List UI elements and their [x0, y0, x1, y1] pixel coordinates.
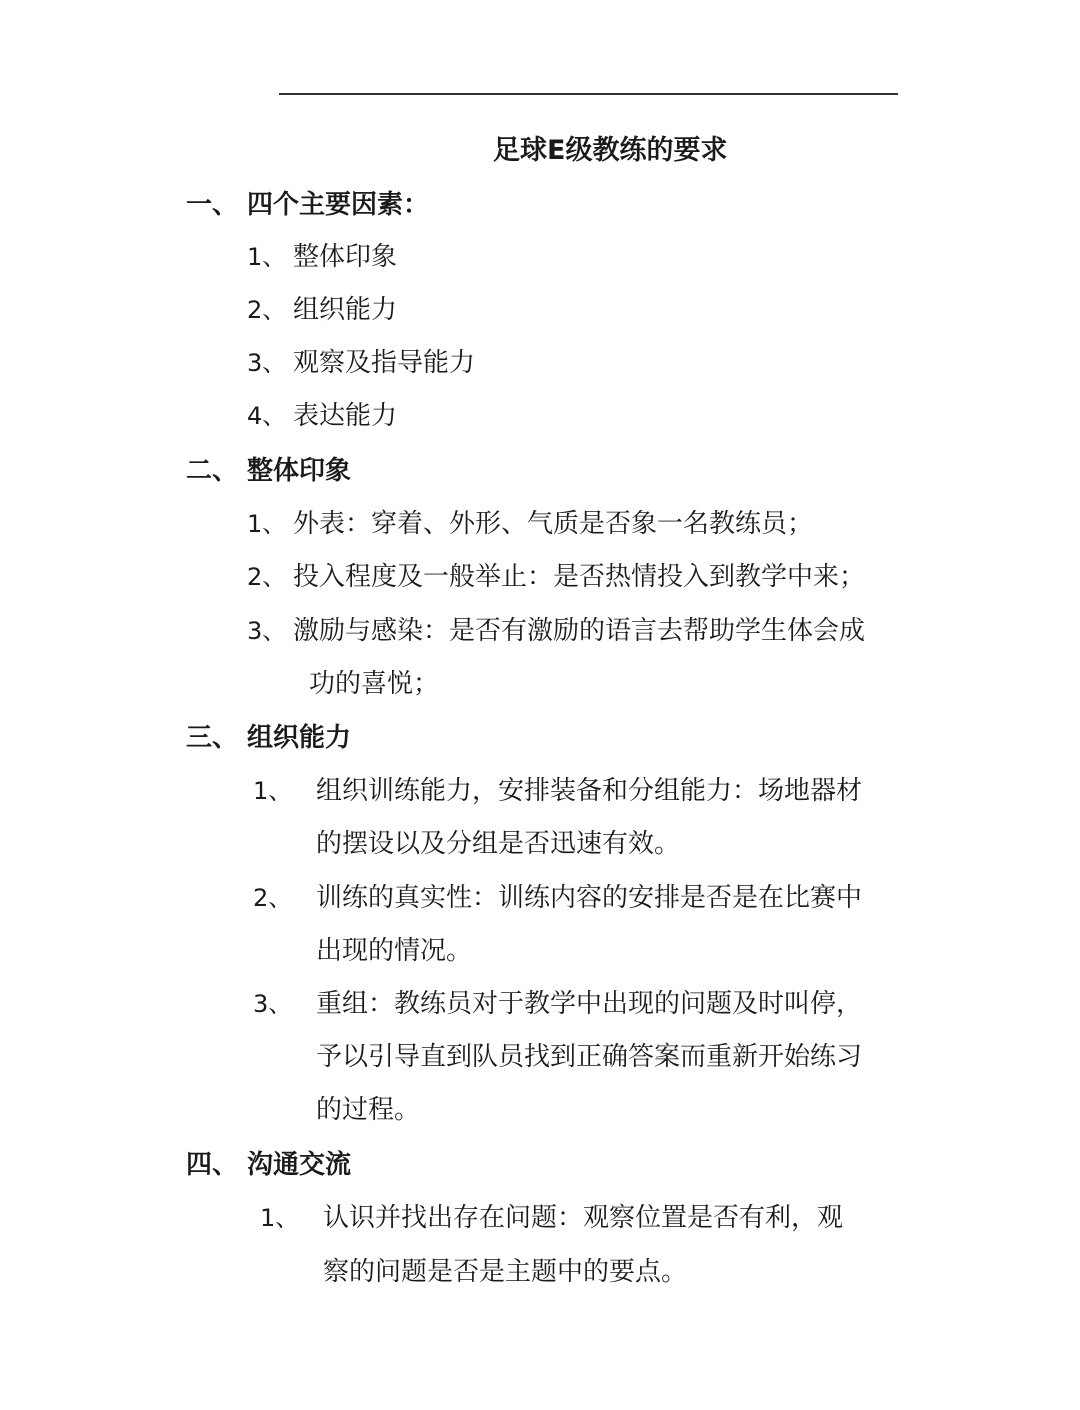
section-title: 沟通交流: [247, 1150, 352, 1180]
list-item-text: 组织训练能力，安排装备和分组能力：场地器材: [316, 776, 863, 806]
section-title: 组织能力: [247, 723, 352, 753]
list-item-text: 认识并找出存在问题：观察位置是否有利，观: [323, 1203, 844, 1233]
list-item-text: 激励与感染：是否有激励的语言去帮助学生体会成: [293, 616, 866, 646]
list-item-marker: 1、: [247, 510, 287, 538]
list-item-text: 重组：教练员对于教学中出现的问题及时叫停，: [316, 989, 863, 1019]
list-item-text: 外表：穿着、外形、气质是否象一名教练员；: [293, 509, 814, 539]
list-item-marker: 1、: [260, 1204, 300, 1232]
section-number: 三、: [186, 723, 239, 753]
list-item-marker: 1、: [247, 243, 287, 271]
header-rule: [279, 93, 898, 95]
list-item-text: 观察及指导能力: [293, 348, 476, 378]
list-item-marker: 2、: [247, 296, 287, 324]
section-number: 二、: [186, 456, 239, 486]
list-item-marker: 3、: [253, 990, 293, 1018]
document-title: 足球E级教练的要求: [493, 135, 728, 166]
list-item-text: 整体印象: [293, 242, 398, 272]
list-item-marker: 4、: [247, 402, 287, 430]
list-item-text-continuation: 功的喜悦；: [309, 669, 440, 699]
list-item-text-continuation: 予以引导直到队员找到正确答案而重新开始练习: [316, 1042, 863, 1072]
list-item-text-continuation: 的过程。: [316, 1095, 421, 1125]
list-item-marker: 2、: [247, 563, 287, 591]
list-item-text: 投入程度及一般举止：是否热情投入到教学中来；: [293, 562, 866, 592]
list-item-text: 训练的真实性：训练内容的安排是否是在比赛中: [316, 883, 863, 913]
list-item-marker: 3、: [247, 617, 287, 645]
section-title: 四个主要因素：: [247, 190, 430, 220]
list-item-marker: 2、: [253, 884, 293, 912]
section-title: 整体印象: [247, 456, 352, 486]
list-item-marker: 1、: [253, 777, 293, 805]
list-item-text: 组织能力: [293, 295, 398, 325]
list-item-text-continuation: 察的问题是否是主题中的要点。: [323, 1257, 688, 1287]
list-item-text-continuation: 出现的情况。: [316, 936, 473, 966]
list-item-text-continuation: 的摆设以及分组是否迅速有效。: [316, 829, 681, 859]
list-item-marker: 3、: [247, 349, 287, 377]
list-item-text: 表达能力: [293, 401, 398, 431]
section-number: 四、: [186, 1150, 239, 1180]
section-number: 一、: [186, 190, 239, 220]
